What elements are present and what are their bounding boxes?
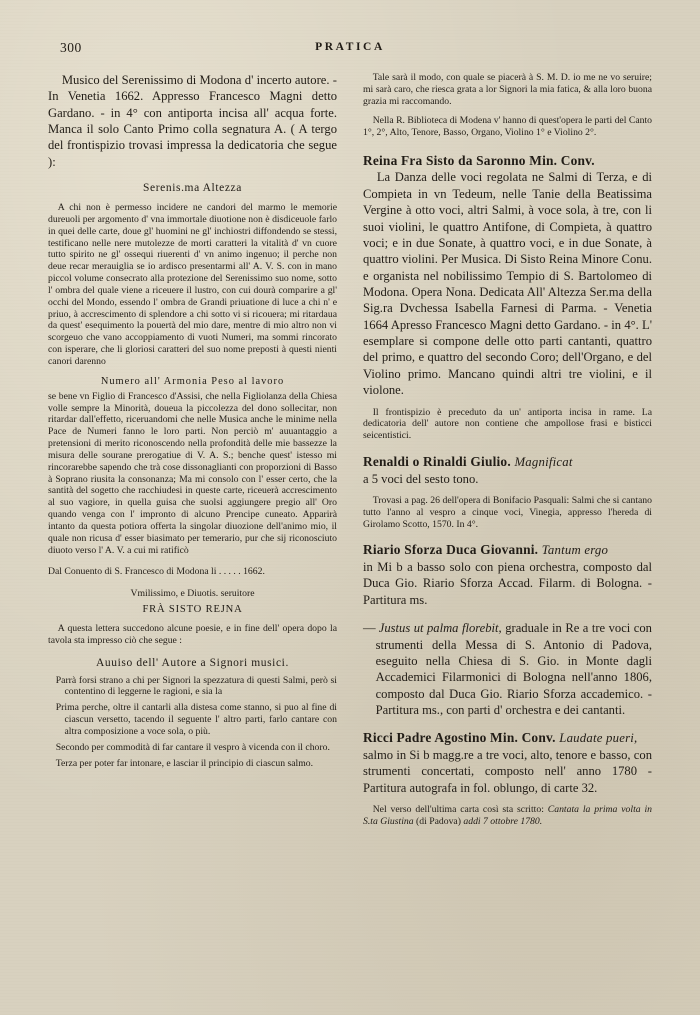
entry-note-lead: Nel verso dell'ultima carta così sta scritto: [372,803,544,815]
entry-heading-text: Reina Fra Sisto da Saronno Min. Conv. [363,153,595,169]
dedication-section-body: se bene vn Figlio di Francesco d'Assisi, che nella Figliolanza della Chiesa volle sempre la Minorità, doueua la piccolezza del dono sollecitar, non ritardar dall'effetto, riceruandomi che nelle Musica anche le minime nella Pace de Numeri fanno le loro parti. Non perciò m' auuantaggio a pretensioni di merito riconoscendo nella profondità delle mie bassezze la misura delle sourane prerogatiue di V. A. S.; benche quest' istesso mi rincorarebbe sapendo che trà cose dissonaglianti con proporzioni di Basso à Soprano riusita la consonanza; Ma mi consolo con l' esser certo, che la santità del sogetto che racchiudesi in queste carte, riceuerà accrescimento al suo vagiore, in quella guisa che suolsi aggiungere pregio all' Oro quando venga con l' impronto di alcuno Prencipe cuneato. Apparirà intanto da questa potiora offerta la singolar diuozione dell'animo mio, il quale non ricusa d' esser biasimato per temerario, pur che sij riconosciuto diuoto verso l' A. V. a cui mi ratificò [48,390,337,556]
entry-body: a 5 voci del sesto tono. [363,471,479,486]
entry-heading-italic: Laudate pueri, [559,731,638,746]
dash-subentry-italic: Justus ut palma florebit, [378,621,502,636]
entry-body: La Danza delle voci regolata ne Salmi di Terza, e di Compieta in vn Tedeum, nelle Tanie della Beatissima Vergine à otto voci, altri Salmi, à voce sola, à tre, con li suoi violini, le quattro Antifone, di Compieta, à quattro voci; e in due Sonate, à quattro voci, e in due Sonate, à quattro violini. Per Musica. Di Sisto Reina Minore Conu. e organista nel nobilissimo Tempio di S. Bartolomeo di Modona. Opera Nona. Dedicata All' Altezza Ser.ma della Sig.ra Dvchessa Isabella Farnesi di Parma. - Venetia 1664 Apresso Francesco Magni detto Gardano. - in 4°. L' esemplare si compone delle otto parti cantanti, quattro del primo, e quattro del secondo Coro; dell'Organo, e del Violino primo. Mancano quindi altri tre violini, e il violone. [363,170,652,398]
signature-line-2: FRÀ SISTO REJNA [142,604,243,615]
notice-heading: Auuiso dell' Autore a Signori musici. [96,656,289,669]
dedication-body: A chi non è permesso incidere ne candori del marmo le memorie dureuoli per argomento d' vna immortale diuotione non è disdiceuole farlo in quei delle carte, doue gl' huomini ne gl' inchiostri diffondendo se stessi, testificano nelle nere mutolezze de morti caratteri la vitalità d' vn cuore tutto spirito ne gl' ossequi riuerenti d' vn animo ingenuo; il perche non deue recar merauiglia se io ardisco presentarmi all' A. V. S. con in mano piccol volume consecrato alla protezione del Serenissimo suo nome, sotto l' ombra del quale viene a riceuere il lustro, con cui dourà comparire a gl' occhi del Mondo, essendo l' ombra de Grandi priuatione di luce a chi n' e priuo, à accrescimento di splendore a chi sotto vi si ricouera; mi ritardaua da quest' esequimento la pouertà del mio dare, mentre di mio altro non vi scorgeuo che vano accoppiamento di vuoti Numeri, ma sommi rincorato con isperare, che li gloriosi caratteri del suo nome preposti à questi nienti canori darenno [48,202,337,367]
notice-item: Parrà forsi strano a chi per Signori la spezzatura di questi Salmi, però si contentino di leggerne le ragioni, e sia la [55,674,337,698]
dash-subentry-body: graduale in Re a tre voci con strumenti della Messa di S. Antonio di Padova, eseguito nella Chiesa di S. Gio. in Monte dagli Accademici Filarmonici di Bologna nell'anno 1806, composto dal Duca Gio. Riario Sforza accademico. - Partitura ms., con parti d' orchestra e dei cantanti. [375,621,652,717]
entry-note-date: addi 7 ottobre 1780. [463,815,543,827]
entry-note-tail: (di Padova) [416,815,461,827]
notice-item: Terza per poter far intonare, e lasciar il principio di ciascun salmo. [55,757,314,769]
entry-body: salmo in Si b magg.re a tre voci, alto, tenore e basso, con strumenti concertati, composto nell' anno 1780 - Partitura autografa in fol. oblungo, di carte 32. [363,747,652,795]
notice-item: Prima perche, oltre il cantarli alla distesa come stanno, si puo al fine di ciascun versetto, tacendo il seguente l' altro parti, farlo cantare con altra composizione a voce sola, o più. [55,702,337,737]
entry-body: in Mi b a basso solo con piena orchestra, composto dal Duca Gio. Riario Sforza Accad. Filarm. di Bologna. - Partitura ms. [363,560,652,607]
entry-heading [363,454,652,471]
entry-heading-text: Riario Sforza Duca Giovanni. [363,542,539,558]
running-head: PRATICA [315,41,385,53]
entry-heading-text: Ricci Padre Agostino Min. Conv. [363,730,556,746]
entry-note [363,804,652,828]
right-column [363,72,652,828]
entry-heading [363,542,652,559]
place-date-line: Dal Conuento di S. Francesco di Modona li . . . . . 1662. [48,566,265,578]
two-column-body [48,72,652,828]
left-opening-paragraph: Musico del Serenissimo di Modona d' incerto autore. - In Venetia 1662. Appresso Francesco Magni detto Gardano. - in 4° con antiporta incisa all' acqua forte. Manca il solo Canto Primo colla segnatura A. ( A tergo del frontispizio trovasi impressa la dedicatoria che segue ): [48,73,337,169]
right-opening-paragraph: Tale sarà il modo, con quale se piacerà à S. M. D. io me ne vo seruire; mi sarà caro, che riesca grata a lor Signori la mia fatica, & alla loro buona grazia mi raccomando. [363,72,652,107]
signature-line-1: Vmilissimo, e Diuotis. seruitore [130,588,255,600]
page-header [48,40,652,66]
entry-heading-italic: Magnificat [514,455,573,469]
entry-note: Trovasi a pag. 26 dell'opera di Bonifacio Pasquali: Salmi che si cantano tutto l'anno al vespro a cinque voci, Vinegia, appresso l'hereda di Girolamo Scotto, 1570. In 4°. [363,494,652,530]
dash-subentry [363,620,652,718]
entry-heading-italic: Tantum ergo [541,543,609,558]
em-dash-marker: — [363,621,376,636]
entry-heading [363,153,652,169]
library-note: Nella R. Biblioteca di Modena v' hanno di quest'opera le parti del Canto 1°, 2°, Alto, Tenore, Basso, Organo, Violino 1° e Violino 2°. [363,115,652,139]
left-column [48,72,337,828]
after-letter-paragraph: A questa lettera succedono alcune poesie, e in fine dell' opera dopo la tavola sta impresso ciò che segue : [48,623,337,646]
dedication-heading: Serenis.ma Altezza [143,182,242,195]
notice-item: Secondo per commodità di far cantare il vespro à vicenda con il choro. [55,741,330,753]
entry-note: Il frontispizio è preceduto da un' antiporta incisa in rame. La dedicatoria dell' autore non contiene che ampollose frasi e bisticci seicentistici. [363,406,652,442]
folio-number: 300 [60,40,82,55]
entry-heading [363,730,652,747]
dedication-section-title: Numero all' Armonia Peso al lavoro [100,375,285,387]
entry-note-italic: Cantata la prima volta in S.ta Giustina [363,803,652,827]
entry-heading-text: Renaldi o Rinaldi Giulio. [363,454,511,469]
page-content [48,40,652,975]
